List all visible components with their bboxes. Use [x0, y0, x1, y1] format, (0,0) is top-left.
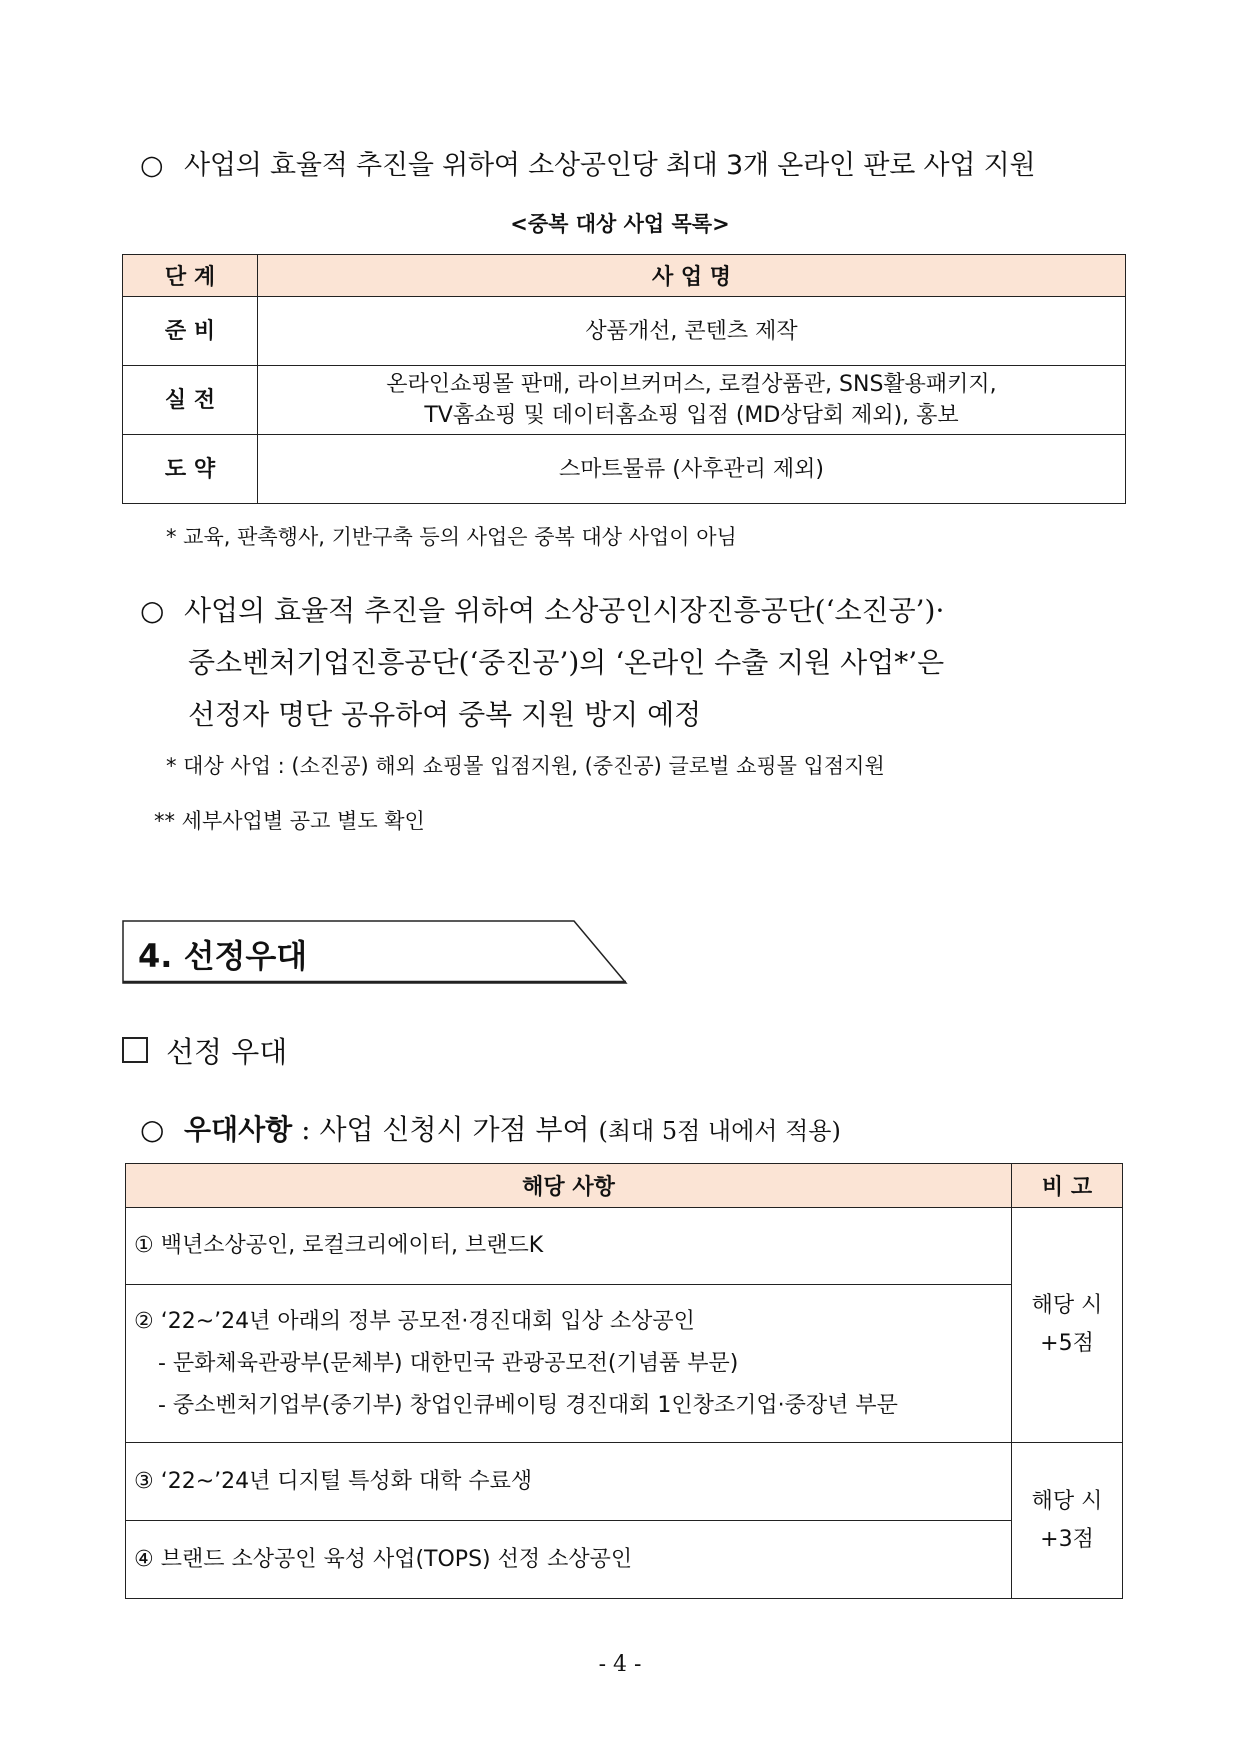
target-business-note: * 대상 사업 : (소진공) 해외 쇼핑몰 입점지원, (중진공) 글로벌 쇼핑몰 입점지원 — [166, 754, 885, 778]
header-business-name: 사 업 명 — [258, 255, 1126, 297]
section-title: 4. 선정우대 — [138, 937, 308, 975]
header-applicable-items: 해당 사항 — [126, 1164, 1012, 1208]
subsection-title: 선정 우대 — [166, 1035, 288, 1069]
remark-cell-3pt — [1012, 1443, 1123, 1599]
para2-row — [140, 585, 1130, 637]
table-row — [123, 435, 1126, 504]
item-2-text: ② ‘22~’24년 아래의 정부 공모전·경진대회 입상 소상공인 — [134, 1308, 695, 1334]
item-2-sub: - 문화체육관광부(문체부) 대한민국 관광공모전(기념품 부문) — [158, 1350, 739, 1376]
remark-points: +3점 — [1040, 1526, 1094, 1552]
preference-text: : 사업 신청시 가점 부여 — [292, 1113, 599, 1146]
item-cell — [126, 1521, 1012, 1599]
remark-condition: 해당 시 — [1031, 1293, 1103, 1318]
para2-row: 중소벤처기업진흥공단(‘중진공’)의 ‘온라인 수출 지원 사업*’은 — [188, 646, 945, 679]
item-2-sub: - 중소벤처기업부(중기부) 창업인큐베이팅 경진대회 1인창조기업·중장년 부문 — [158, 1392, 898, 1418]
remark-cell-5pt — [1012, 1208, 1123, 1443]
table-row — [126, 1521, 1123, 1599]
checkbox-square-icon — [122, 1037, 148, 1063]
intro-line — [140, 143, 1130, 182]
para2-line: 사업의 효율적 추진을 위하여 소상공인시장진흥공단(‘소진공’)· — [184, 594, 945, 627]
page-number: - 4 - — [598, 1652, 642, 1677]
business-line: 온라인쇼핑몰 판매, 라이브커머스, 로컬상품관, SNS활용패키지, — [386, 372, 997, 397]
preference-label: 우대사항 — [184, 1113, 293, 1146]
table-row — [126, 1443, 1123, 1521]
bullet-circle: ○ — [140, 150, 164, 181]
header-remarks: 비 고 — [1012, 1164, 1123, 1208]
paragraph-duplicate-prevention — [140, 585, 1130, 741]
remark-points: +5점 — [1040, 1331, 1094, 1356]
bullet-circle: ○ — [140, 594, 165, 627]
stage-cell: 실 전 — [123, 366, 258, 435]
item-1-text: ① 백년소상공인, 로컬크리에이터, 브랜드K — [134, 1233, 544, 1258]
table1-footnote: * 교육, 판촉행사, 기반구축 등의 사업은 중복 대상 사업이 아님 — [166, 525, 737, 549]
subsection-heading — [122, 1030, 287, 1071]
item-cell — [126, 1443, 1012, 1521]
preference-line — [140, 1108, 841, 1148]
para2-row: 선정자 명단 공유하여 중복 지원 방지 예정 — [188, 698, 702, 731]
item-cell — [126, 1285, 1012, 1443]
table-row — [123, 297, 1126, 366]
preference-table — [125, 1163, 1123, 1599]
stage-cell: 준 비 — [123, 297, 258, 366]
business-cell: 스마트물류 (사후관리 제외) — [258, 435, 1126, 504]
stage-cell: 도 약 — [123, 435, 258, 504]
detail-notice-note: ** 세부사업별 공고 별도 확인 — [154, 809, 425, 833]
header-stage: 단 계 — [123, 255, 258, 297]
table-row — [123, 366, 1126, 435]
item-4-text: ④ 브랜드 소상공인 육성 사업(TOPS) 선정 소상공인 — [134, 1546, 633, 1572]
business-cell — [258, 366, 1126, 435]
bullet-circle: ○ — [140, 1113, 165, 1146]
intro-text: 사업의 효율적 추진을 위하여 소상공인당 최대 3개 온라인 판로 사업 지원 — [184, 150, 1036, 181]
item-cell — [126, 1208, 1012, 1285]
table-header-row — [123, 255, 1126, 297]
business-cell: 상품개선, 콘텐츠 제작 — [258, 297, 1126, 366]
table-header-row — [126, 1164, 1123, 1208]
business-line: TV홈쇼핑 및 데이터홈쇼핑 입점 (MD상담회 제외), 홍보 — [424, 403, 959, 428]
table-row — [126, 1208, 1123, 1285]
preference-limit: (최대 5점 내에서 적용) — [598, 1117, 841, 1145]
duplicate-business-table — [122, 254, 1126, 504]
item-3-text: ③ ‘22~’24년 디지털 특성화 대학 수료생 — [134, 1468, 533, 1494]
table1-title: <중복 대상 사업 목록> — [510, 212, 730, 236]
remark-condition: 해당 시 — [1031, 1488, 1103, 1514]
table-row — [126, 1285, 1123, 1443]
